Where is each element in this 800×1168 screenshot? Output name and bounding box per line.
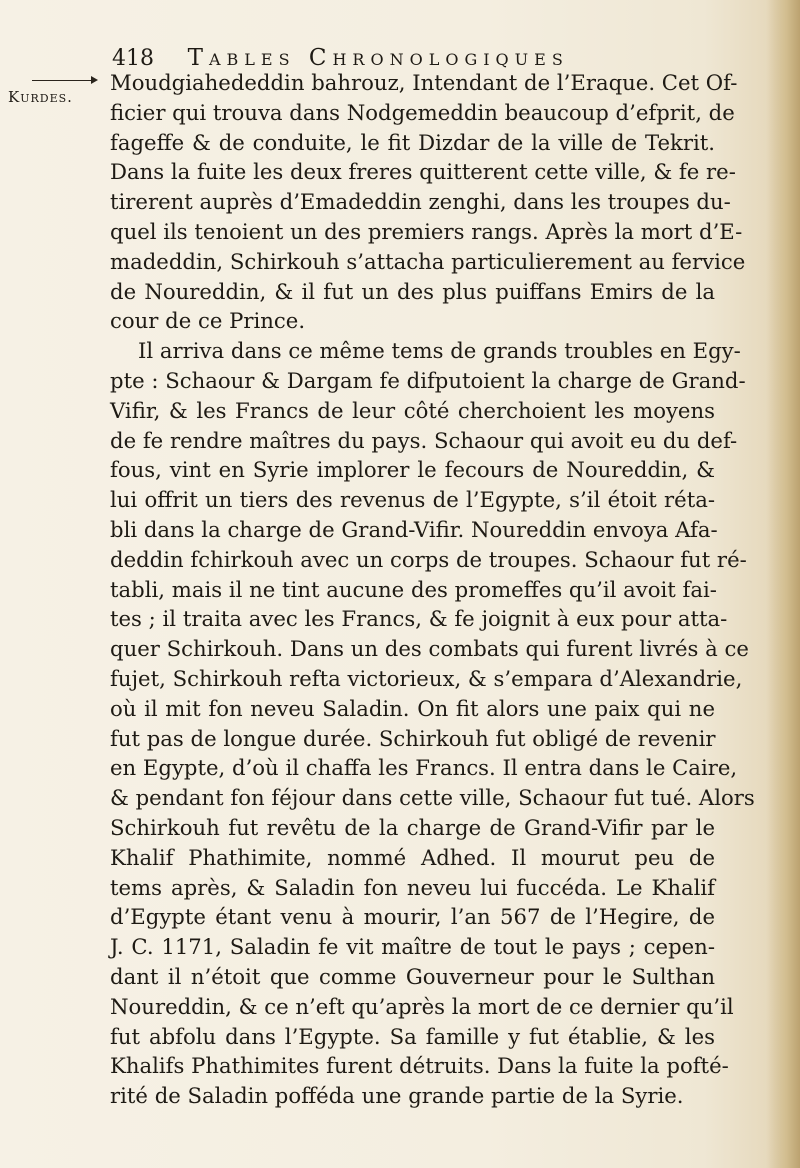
text-line: Noureddin, & ce n’eft qu’après la mort de ce dernier qu’il bbox=[110, 993, 734, 1019]
text-line: quer Schirkouh. Dans un des combats qui furent livrés à ce bbox=[110, 636, 749, 662]
text-line: fujet, Schirkouh refta victorieux, & s’empara d’Alexandrie, bbox=[110, 665, 743, 691]
text-line: Il arriva dans ce même tems de grands troubles en Egy- bbox=[138, 338, 741, 364]
text-line: ficier qui trouva dans Nodgemeddin beaucoup d’efprit, de bbox=[110, 99, 735, 125]
body-text bbox=[110, 68, 755, 1111]
text-line: tems après, & Saladin fon neveu lui fuccéda. Le Khalif bbox=[110, 874, 715, 900]
text-line: Schirkouh fut revêtu de la charge de Grand-Vifir par le bbox=[110, 814, 715, 840]
text-line: pte : Schaour & Dargam fe difputoient la charge de Grand- bbox=[110, 367, 746, 393]
margin-note: Kurdes. bbox=[8, 88, 73, 106]
text-line: Khalifs Phathimites furent détruits. Dans la fuite la pofté- bbox=[110, 1053, 729, 1079]
text-line: quel ils tenoient un des premiers rangs. Après la mort d’E- bbox=[110, 218, 743, 244]
text-line: fous, vint en Syrie implorer le fecours de Noureddin, & bbox=[110, 457, 715, 483]
text-line: lui offrit un tiers des revenus de l’Egypte, s’il étoit réta- bbox=[110, 487, 715, 513]
text-line: J. C. 1171, Saladin fe vit maître de tout le pays ; cepen- bbox=[110, 934, 715, 960]
page-number: 418 bbox=[112, 46, 154, 71]
text-line: de fe rendre maîtres du pays. Schaour qui avoit eu du def- bbox=[110, 427, 738, 453]
text-line: & pendant fon féjour dans cette ville, Schaour fut tué. Alors bbox=[110, 785, 755, 811]
text-line: dant il n’étoit que comme Gouverneur pour le Sulthan bbox=[110, 963, 715, 989]
text-line: Vifir, & les Francs de leur côté cherchoient les moyens bbox=[110, 397, 715, 423]
text-line: rité de Saladin pofféda une grande partie de la Syrie. bbox=[110, 1083, 684, 1109]
text-line: deddin fchirkouh avec un corps de troupes. Schaour fut ré- bbox=[110, 546, 747, 572]
text-line: de Noureddin, & il fut un des plus puiffans Emirs de la bbox=[110, 278, 715, 304]
margin-pointer-rule bbox=[32, 80, 92, 81]
text-line: fut abfolu dans l’Egypte. Sa famille y fut établie, & les bbox=[110, 1023, 715, 1049]
text-line: tes ; il traita avec les Francs, & fe joignit à eux pour atta- bbox=[110, 606, 728, 632]
text-line: en Egypte, d’où il chaffa les Francs. Il entra dans le Caire, bbox=[110, 755, 738, 781]
text-line: d’Egypte étant venu à mourir, l’an 567 de l’Hegire, de bbox=[110, 904, 715, 930]
page-edge-stain bbox=[766, 0, 800, 1168]
text-line: Dans la fuite les deux freres quitterent cette ville, & fe re- bbox=[110, 159, 736, 185]
text-line: tabli, mais il ne tint aucune des promeffes qu’il avoit fai- bbox=[110, 576, 717, 602]
running-title: Tables Chronologiques bbox=[187, 45, 569, 71]
text-line: Moudgiahededdin bahrouz, Intendant de l’Eraque. Cet Of- bbox=[110, 70, 738, 95]
text-line: Khalif Phathimite, nommé Adhed. Il mourut peu de bbox=[110, 844, 715, 870]
text-line: où il mit fon neveu Saladin. On fit alors une paix qui ne bbox=[110, 695, 715, 721]
text-line: tirerent auprès d’Emadeddin zenghi, dans les troupes du- bbox=[110, 189, 731, 215]
text-line: bli dans la charge de Grand-Vifir. Noureddin envoya Afa- bbox=[110, 516, 718, 542]
text-line: fut pas de longue durée. Schirkouh fut obligé de revenir bbox=[110, 725, 716, 751]
text-line: madeddin, Schirkouh s’attacha particulierement au fervice bbox=[110, 248, 746, 274]
text-line: fageffe & de conduite, le fit Dizdar de la ville de Tekrit. bbox=[110, 129, 715, 155]
text-line: cour de ce Prince. bbox=[110, 308, 306, 334]
